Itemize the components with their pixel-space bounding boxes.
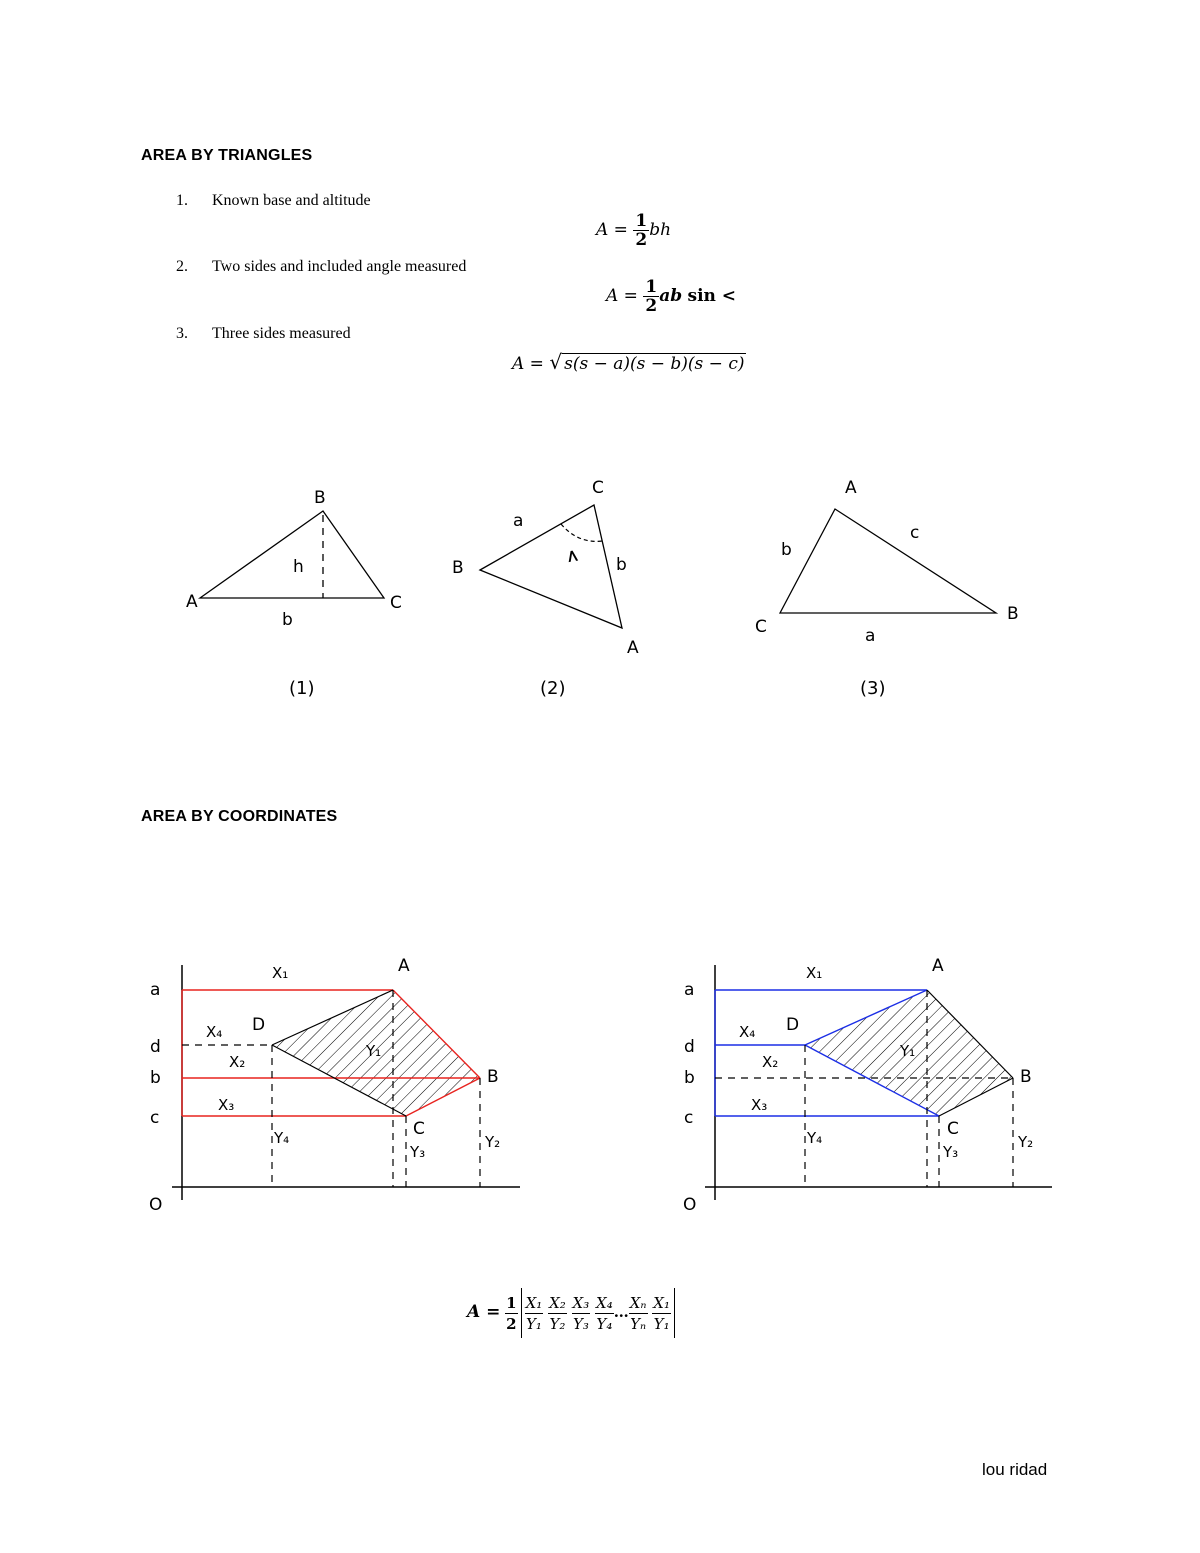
term-top: X₁ <box>653 1293 670 1312</box>
coord-term-1 <box>525 1293 544 1334</box>
ellipsis: … <box>613 1303 629 1321</box>
fraction-half <box>505 1293 517 1334</box>
coordinate-diagram-right <box>683 956 1052 1215</box>
coordinate-diagram-left <box>149 956 520 1215</box>
label-Y2: Y₂ <box>1018 1133 1034 1151</box>
list-number: 2. <box>176 258 188 275</box>
term-bottom: Yₙ <box>630 1314 647 1333</box>
angle-arc <box>561 524 603 541</box>
list-text: Known base and altitude <box>212 192 371 209</box>
term-bottom: Y₃ <box>572 1314 589 1333</box>
axis-label-c: c <box>684 1108 694 1128</box>
formula-lhs: A = <box>512 354 544 374</box>
point-label-A: A <box>932 956 944 976</box>
origin-label: O <box>683 1195 697 1215</box>
list-text: Two sides and included angle measured <box>212 258 467 275</box>
list-text: Three sides measured <box>212 325 351 342</box>
label-Y3: Y₃ <box>410 1143 426 1161</box>
label-X4: X₄ <box>739 1023 756 1041</box>
label-Y2: Y₂ <box>485 1133 501 1151</box>
term-top: X₄ <box>596 1293 613 1312</box>
axis-label-b: b <box>150 1068 161 1088</box>
formula-coordinates <box>467 1288 678 1338</box>
numerator: 1 <box>506 1293 517 1312</box>
label-X4: X₄ <box>206 1023 223 1041</box>
triangle-1-shape <box>200 511 384 598</box>
term-bottom: Y₁ <box>653 1314 670 1333</box>
term-bottom: Y₄ <box>596 1314 613 1333</box>
axis-label-c: c <box>150 1108 160 1128</box>
point-label-D: D <box>252 1015 266 1035</box>
term-top: X₃ <box>572 1293 590 1312</box>
triangle-2-shape <box>480 505 622 628</box>
label-Y1: Y₁ <box>900 1042 916 1060</box>
axis-label-d: d <box>684 1037 695 1057</box>
numerator: 1 <box>645 277 658 297</box>
triangle-3-shape <box>780 509 996 613</box>
axis-label-a: a <box>684 980 695 1000</box>
point-label-A: A <box>398 956 410 976</box>
section-title-coordinates: AREA BY COORDINATES <box>141 808 338 825</box>
coord-term-n <box>629 1293 648 1334</box>
vertex-label-B: B <box>452 558 464 578</box>
sqrt-body: s(s − a)(s − b)(s − c) <box>564 354 745 374</box>
label-X2: X₂ <box>229 1053 246 1071</box>
triangle-figure-2 <box>452 478 639 658</box>
term-top: Xₙ <box>629 1293 647 1312</box>
point-label-B: B <box>1020 1067 1032 1087</box>
vertex-label-C: C <box>755 617 767 637</box>
coord-term-4 <box>595 1293 614 1334</box>
vertex-label-B: B <box>314 488 326 508</box>
vertex-label-C: C <box>390 593 402 613</box>
formula-rhs: ab <box>659 286 683 306</box>
label-X3: X₃ <box>218 1096 235 1114</box>
base-label-b: b <box>282 610 293 630</box>
formula-rhs: bh <box>649 220 672 240</box>
coord-term-2 <box>548 1293 567 1334</box>
label-X1: X₁ <box>806 964 823 982</box>
vertex-label-A: A <box>186 592 198 612</box>
point-label-D: D <box>786 1015 800 1035</box>
list-number: 1. <box>176 192 188 209</box>
label-X2: X₂ <box>762 1053 779 1071</box>
label-Y1: Y₁ <box>366 1042 382 1060</box>
side-label-b: b <box>781 540 792 560</box>
side-label-c: c <box>910 523 920 543</box>
label-X1: X₁ <box>272 964 289 982</box>
formula-sin: sin < <box>687 286 737 306</box>
term-bottom: Y₁ <box>525 1314 542 1333</box>
label-X3: X₃ <box>751 1096 768 1114</box>
vertex-label-A: A <box>627 638 639 658</box>
triangle-figure-1 <box>186 488 402 630</box>
side-label-a: a <box>513 511 524 531</box>
sqrt-symbol: √ <box>549 350 563 374</box>
term-top: X₁ <box>525 1293 543 1312</box>
figure-caption-2: (2) <box>540 678 566 699</box>
altitude-label-h: h <box>293 557 304 577</box>
point-label-C: C <box>947 1119 959 1139</box>
side-label-b: b <box>616 555 627 575</box>
angle-symbol: < <box>561 547 584 565</box>
formula-lhs: A = <box>596 220 628 240</box>
determinant-bar-left <box>521 1288 522 1338</box>
label-Y4: Y₄ <box>807 1129 823 1147</box>
formula-lhs: A = <box>467 1302 501 1322</box>
determinant-bar-right <box>674 1288 675 1338</box>
coord-term-3 <box>572 1293 591 1334</box>
axis-label-d: d <box>150 1037 161 1057</box>
figure-caption-1: (1) <box>289 678 315 699</box>
figure-caption-3: (3) <box>860 678 886 699</box>
origin-label: O <box>149 1195 163 1215</box>
label-Y4: Y₄ <box>274 1129 290 1147</box>
vertex-label-B: B <box>1007 604 1019 624</box>
denominator: 2 <box>645 296 658 316</box>
denominator: 2 <box>506 1314 517 1333</box>
point-label-B: B <box>487 1067 499 1087</box>
formula-lhs: A = <box>606 286 638 306</box>
list-number: 3. <box>176 325 188 342</box>
author-footer: lou ridad <box>982 1460 1048 1479</box>
vertex-label-A: A <box>845 478 857 498</box>
axis-label-b: b <box>684 1068 695 1088</box>
term-top: X₂ <box>549 1293 566 1312</box>
term-bottom: Y₂ <box>549 1314 566 1333</box>
label-Y3: Y₃ <box>943 1143 959 1161</box>
denominator: 2 <box>635 230 648 250</box>
vertex-label-C: C <box>592 478 604 498</box>
section-title-triangles: AREA BY TRIANGLES <box>141 147 313 164</box>
triangle-figure-3 <box>755 478 1019 646</box>
point-label-C: C <box>413 1119 425 1139</box>
numerator: 1 <box>635 211 648 231</box>
coord-term-last <box>652 1293 671 1334</box>
side-label-a: a <box>865 626 876 646</box>
axis-label-a: a <box>150 980 161 1000</box>
